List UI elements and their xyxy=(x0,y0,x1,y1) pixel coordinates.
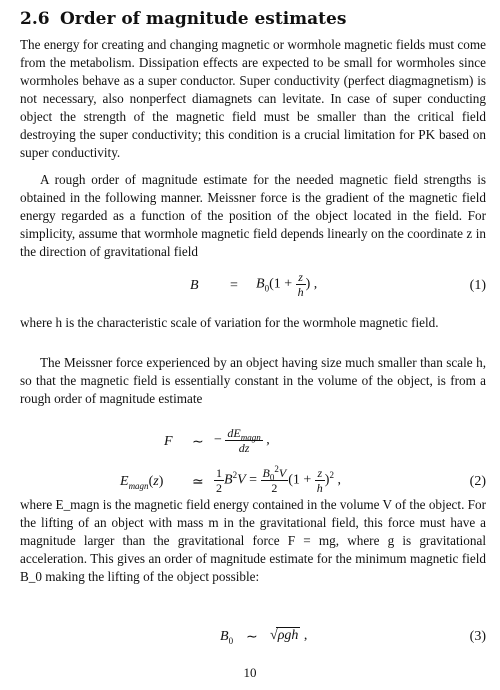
equation-2: F ∼ − $\frac{dE_{magn}}{dz}$ , $E_{magn}(z)$ ≃ $\frac{1}{2}$ $B^2V$ = $\frac{B_0^2V}{2}$ (1 + $\frac{z}{h}$ )$^2$ , (2) xyxy=(120,426,486,495)
paragraph-4: The Meissner force experienced by an object having size much smaller than scale h, so that the magnetic field is essentially constant in the volume of the object, is from a rough order of magnitude estimate xyxy=(20,355,486,406)
equation-2-number: (2) xyxy=(469,474,486,489)
equation-1-number: (1) xyxy=(469,278,486,293)
equation-3-number: (3) xyxy=(469,629,486,644)
page-number: 10 xyxy=(243,665,257,680)
section-heading xyxy=(20,9,346,29)
section-number: 2.6 xyxy=(20,9,50,29)
equation-3: $B_0$ ∼ √ρgh , (3) xyxy=(220,628,486,646)
paragraph-5: where E_magn is the magnetic field energy contained in the volume V of the object. For the lifting of an object with mass m in the gravitational field, this force must have a magnitude larger than the gravitational force F = mg, where g is gravitational acceleration. This gives an order of magnitude estimate for the minimum magnetic field B_0 making the lifting of the object possible: xyxy=(20,497,486,584)
section-title: Order of magnitude estimates xyxy=(60,9,347,29)
paragraph-2: A rough order of magnitude estimate for the needed magnetic field strengths is obtained in the following manner. Meissner force is the gradient of the magnetic field energy regarded as a function of the position of the object located in the field. For simplicity, assume that wormhole magnetic field depends linearly on the coordinate z in the direction of gravitational field xyxy=(20,172,486,259)
paragraph-3: where h is the characteristic scale of variation for the wormhole magnetic field. xyxy=(20,315,439,330)
equation-1: B = $B_0(1$ + $\frac{z}{h}$ ) , (1) xyxy=(190,270,486,299)
paragraph-1: The energy for creating and changing magnetic or wormhole magnetic fields must come from the metabolism. Dissipation effects are expected to be small for wormholes since wormholes behave as a super conductor. Super conductivity (perfect diagmagnetism) is not necessary, also nonperfect diamagnets can levitate. In case of super conducting object the strength of the magnetic field must be smaller than the critical field destroying the super conductivity; this condition is a crucial limitation for PK based on super conductivity. xyxy=(20,37,486,160)
